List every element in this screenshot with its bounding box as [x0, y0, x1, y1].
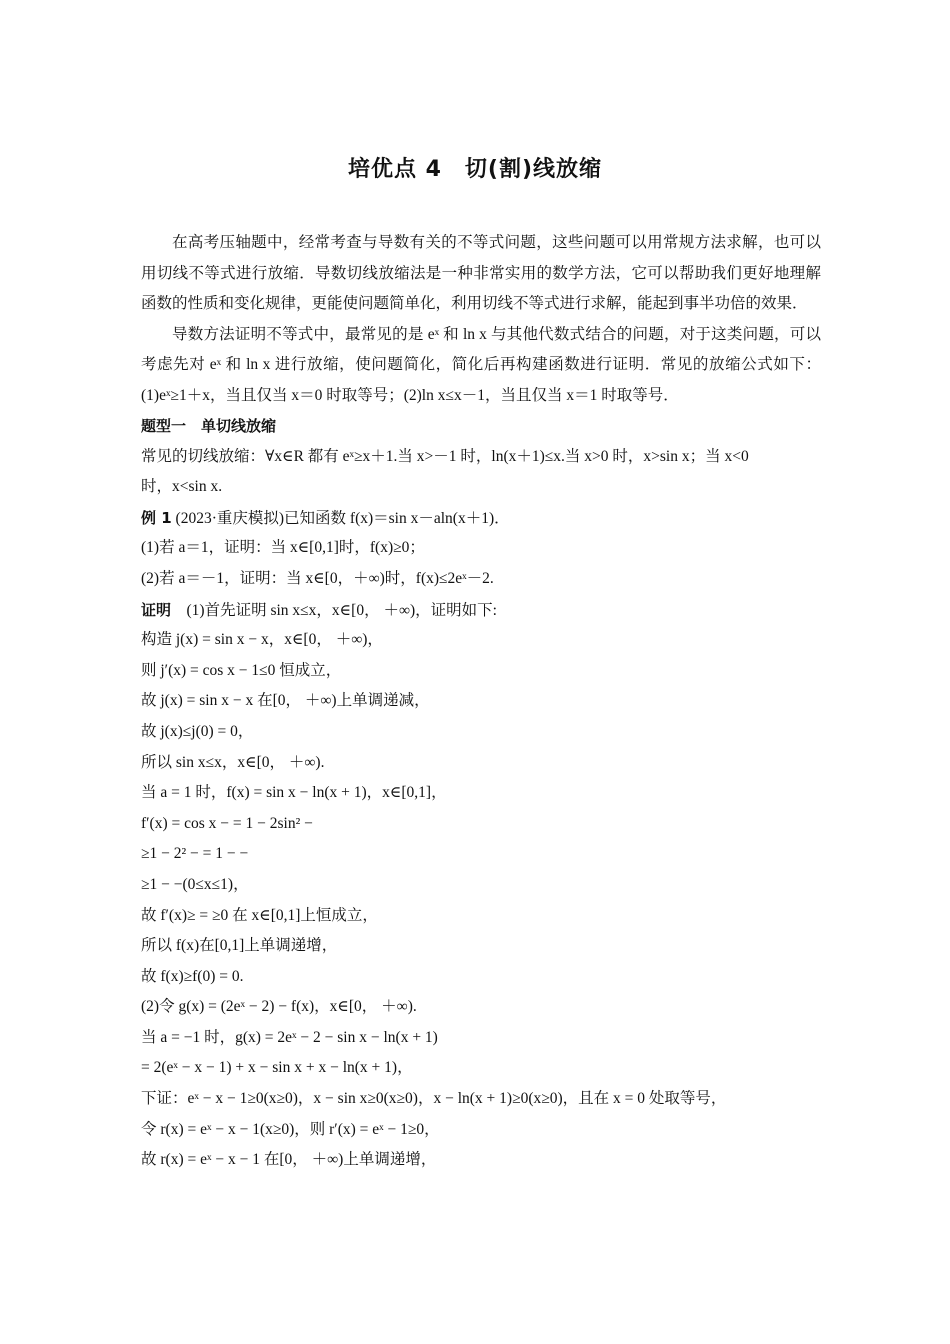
proof-line: 所以 sin x≤x，x∈[0， ＋∞). [141, 753, 325, 771]
proof-line: 故 r(x) = eˣ − x − 1 在[0， ＋∞)上单调递增， [141, 1151, 437, 1169]
page-title: 培优点 4 切(割)线放缩 [347, 157, 603, 182]
proof-line: f′(x) = cos x − = 1 − 2sin² − [141, 814, 313, 832]
example-question-1: (1)若 a＝1，证明：当 x∈[0,1]时，f(x)≥0； [141, 539, 425, 557]
intro-paragraph-1: 在高考压轴题中，经常考查与导数有关的不等式问题，这些问题可以用常规方法求解，也可以用切线不等式进行放缩．导数切线放缩法是一种非常实用的数学方法，它可以帮助我们更好地理解函数的性质和变化规律，更能使问题简单化，利用切线不等式进行求解，能起到事半功倍的效果． [141, 234, 821, 312]
example-stem [141, 503, 821, 534]
intro-paragraph-2: 导数方法证明不等式中，最常见的是 eˣ 和 ln x 与其他代数式结合的问题，对于这类问题，可以考虑先对 eˣ 和 ln x 进行放缩，使问题简化，简化后再构建函数进行证明．常见的放缩公式如下：(1)eˣ≥1＋x，当且仅当 x＝0 时取等号；(2)ln x≤x－1，当且仅当 x＝1 时取等号． [141, 325, 821, 404]
section-heading: 题型一 单切线放缩 [141, 417, 277, 435]
proof-line: 所以 f(x)在[0,1]上单调递增， [141, 937, 338, 955]
common-tangent-line-1: 常见的切线放缩：∀x∈R 都有 eˣ≥x＋1.当 x>－1 时，ln(x＋1)≤x.当 x>0 时，x>sin x；当 x<0 [141, 447, 749, 465]
proof-line: 下证：eˣ − x − 1≥0(x≥0)，x − sin x≥0(x≥0)，x − ln(x + 1)≥0(x≥0)，且在 x = 0 处取等号， [141, 1090, 727, 1108]
proof-line: 故 f(x)≥f(0) = 0. [141, 967, 244, 985]
example-stem-text: (2023·重庆模拟)已知函数 f(x)＝sin x－aln(x＋1)． [171, 509, 510, 527]
proof-line: 当 a = 1 时，f(x) = sin x − ln(x + 1)，x∈[0,1]， [141, 784, 447, 802]
document-body [141, 228, 821, 1176]
proof-line: 故 f′(x)≥ = ≥0 在 x∈[0,1]上恒成立， [141, 906, 378, 924]
proof-line: 故 j(x)≤j(0) = 0， [141, 722, 254, 740]
proof-line: 当 a = −1 时，g(x) = 2eˣ − 2 − sin x − ln(x + 1) [141, 1028, 438, 1046]
proof-line: 故 j(x) = sin x − x 在[0， ＋∞)上单调递减， [141, 692, 430, 710]
proof-line: (2)令 g(x) = (2eˣ − 2) − f(x)，x∈[0， ＋∞). [141, 998, 417, 1016]
example-label: 例 1 [141, 508, 172, 527]
proof-line: 令 r(x) = eˣ − x − 1(x≥0)，则 r′(x) = eˣ − 1≥0， [141, 1120, 440, 1138]
example-question-2: (2)若 a＝－1，证明：当 x∈[0，＋∞)时，f(x)≤2eˣ－2. [141, 569, 494, 587]
proof-line: ≥1 − 2² − = 1 − − [141, 845, 249, 863]
common-tangent-line-2: 时，x<sin x. [141, 478, 223, 496]
proof-label: 证明 [141, 600, 172, 619]
proof-line: 则 j′(x) = cos x − 1≤0 恒成立， [141, 661, 342, 679]
proof-line: = 2(eˣ − x − 1) + x − sin x + x − ln(x + 1)， [141, 1059, 413, 1077]
proof-line-text: (1)首先证明 sin x≤x，x∈[0， ＋∞)，证明如下: [171, 601, 497, 619]
proof-line [141, 595, 821, 626]
proof-line: ≥1 − −(0≤x≤1)， [141, 875, 249, 893]
proof-line: 构造 j(x) = sin x − x，x∈[0， ＋∞)， [141, 631, 383, 649]
